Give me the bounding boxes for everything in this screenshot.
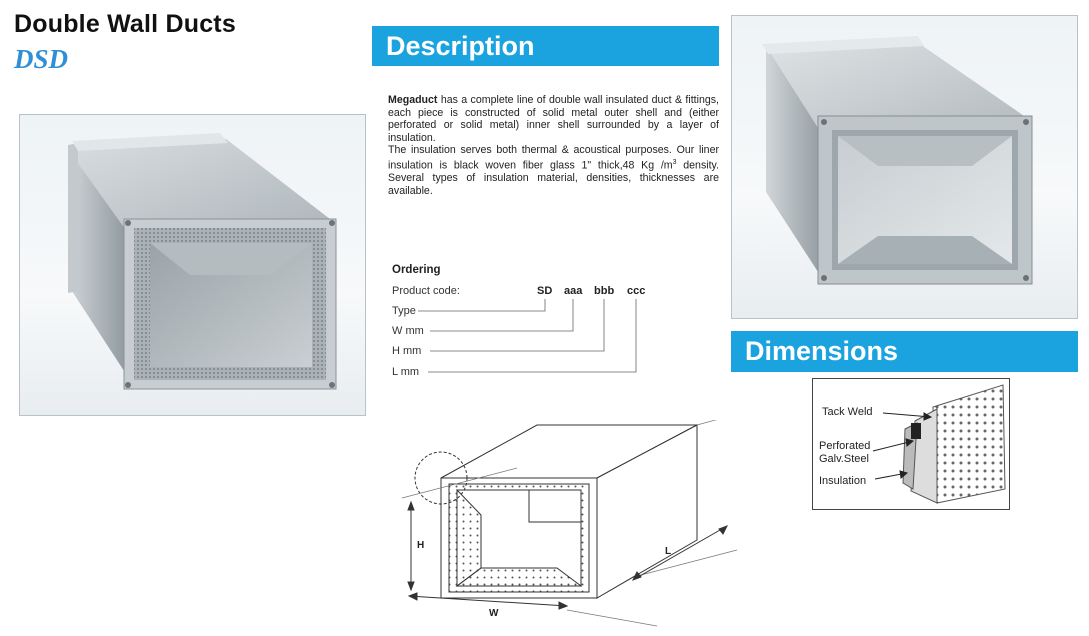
field-type: Type (392, 305, 416, 317)
field-height: H mm (392, 345, 422, 357)
wall-section-detail (812, 378, 1010, 510)
dimension-h-label: H (417, 540, 425, 551)
description-paragraph-2: The insulation serves both thermal & acoustical purposes. Our liner insulation is black woven fiber glass 1" thick,48 Kg /m (388, 144, 719, 172)
description-heading: Description (372, 26, 719, 66)
field-width: W mm (392, 325, 424, 337)
ordering-leader-lines (380, 295, 650, 380)
dimension-w-label: W (489, 608, 499, 619)
dimensions-heading: Dimensions (731, 331, 1078, 372)
code-width: aaa (564, 285, 583, 297)
code-type: SD (537, 285, 553, 297)
density-unit-exponent: 3 (672, 158, 677, 166)
galv-steel-label: Galv.Steel (819, 453, 869, 465)
perforated-label: Perforated (819, 440, 871, 452)
description-paragraph-1: has a complete line of double wall insulated duct & fittings, each piece is constructed of solid metal outer shell and (either perforated or solid metal) inner shell surrounded by a layer of insulation. (388, 94, 719, 144)
tack-weld-label: Tack Weld (822, 406, 873, 418)
duct-photo-right (731, 15, 1078, 319)
dimension-l-label: L (665, 546, 672, 557)
duct-isometric-drawing (397, 420, 757, 632)
brand-name: Megaduct (388, 94, 438, 106)
ordering-title: Ordering (392, 264, 441, 276)
model-code: DSD (14, 44, 69, 74)
code-height: bbb (594, 285, 615, 297)
code-length: ccc (627, 285, 646, 297)
product-code-label: Product code: (392, 285, 460, 297)
description-text (388, 94, 719, 197)
duct-photo-left (19, 114, 366, 416)
insulation-label: Insulation (819, 475, 867, 487)
description-paragraph-2-end: density. Several types of insulation material, densities, thicknesses are available. (388, 159, 719, 197)
page-title: Double Wall Ducts (14, 10, 236, 38)
field-length: L mm (392, 366, 420, 378)
